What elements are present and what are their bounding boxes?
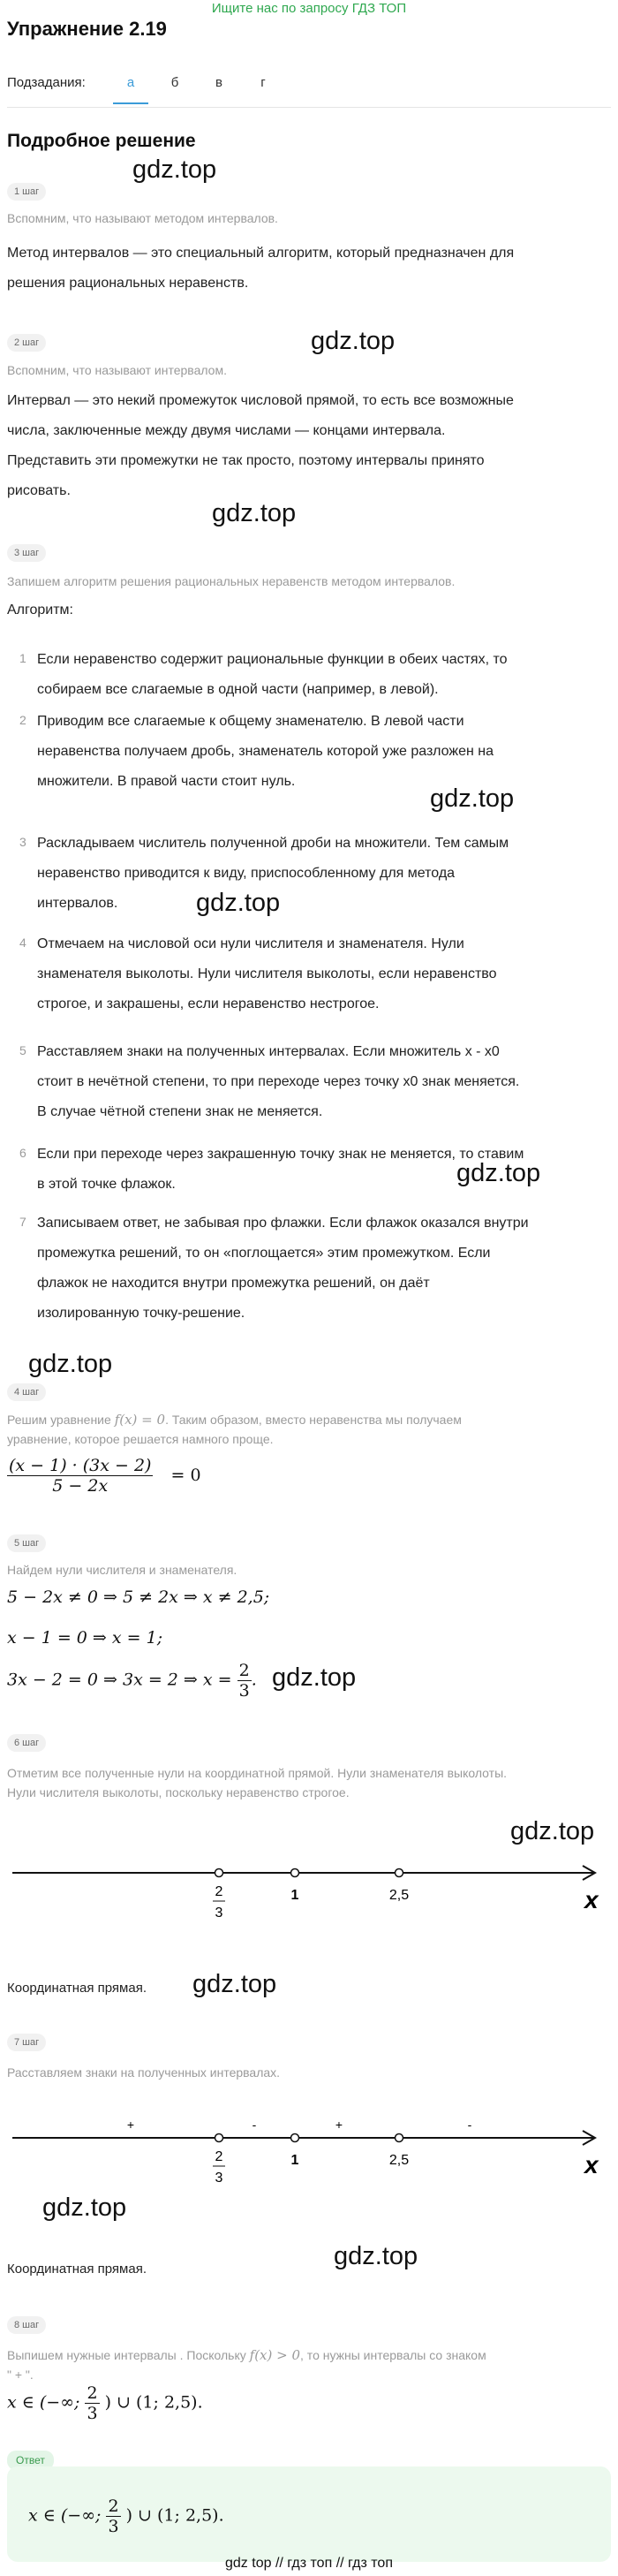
algo-item-line: Если при переходе через закрашенную точку знак не меняется, то ставим	[37, 1147, 524, 1162]
axis-label: x	[584, 2151, 599, 2178]
step-3-hint: Запишем алгоритм решения рациональных неравенств методом интервалов.	[7, 574, 456, 588]
algo-item-number: 4	[19, 936, 26, 950]
interval-sign: -	[467, 2118, 472, 2132]
fraction-two-thirds: $\frac{2}{3}$	[238, 1661, 250, 1701]
top-banner[interactable]: Ищите нас по запросу ГДЗ ТОП	[211, 1, 407, 16]
step-2-hint: Вспомним, что называют интервалом.	[7, 363, 227, 377]
algo-item-line: интервалов.	[37, 896, 118, 911]
point-one	[291, 1869, 299, 1877]
algo-item-line: флажок не находится внутри промежутка решений, он даёт	[37, 1276, 430, 1291]
point-two-thirds	[215, 2134, 223, 2142]
tick-label: 2,5	[388, 1888, 410, 1903]
step-2-text-line: числа, заключенные между двумя числами — концами интервала.	[7, 423, 446, 438]
step-2-text-line: Представить эти промежутки не так просто, поэтому интервалы принято	[7, 453, 485, 468]
active-tab-indicator	[113, 102, 148, 104]
algo-item-line: промежутка решений, то он «поглощается» этим промежутком. Если	[37, 1246, 491, 1261]
algo-item-line: множители. В правой части стоит нуль.	[37, 774, 296, 789]
algorithm-title: Алгоритм:	[7, 602, 73, 617]
point-two-thirds	[215, 1869, 223, 1877]
tick-label-num: 2	[215, 2149, 223, 2164]
algo-item-number: 3	[19, 835, 26, 849]
step-4-hint-cont: уравнение, которое решается намного проще.	[7, 1432, 274, 1446]
step-7-badge: 7 шаг	[7, 2034, 46, 2049]
watermark: gdz.top	[132, 155, 217, 184]
watermark: gdz.top	[311, 327, 396, 355]
footer-separator: //	[335, 2556, 344, 2571]
watermark: gdz.top	[272, 1663, 357, 1692]
step-6-hint: Нули числителя выколоты, поскольку неравенство строгое.	[7, 1785, 350, 1799]
step-2-badge: 2 шаг	[7, 334, 46, 350]
fraction-two-thirds: $\frac{2}{3}$	[108, 2496, 119, 2536]
exercise-title: Упражнение 2.19	[7, 18, 167, 40]
number-line-zeros	[0, 1846, 618, 1943]
interval-sign: +	[126, 2118, 135, 2132]
algo-item-line: строгое, и закрашены, если неравенство нестрогое.	[37, 996, 380, 1011]
tick-label-den: 3	[215, 2171, 223, 2186]
tick-label-den: 3	[215, 1905, 223, 1921]
zero-line-1: x − 1 = 0 ⇒ x = 1;	[7, 1628, 163, 1648]
fraction-two-thirds: $\frac{2}{3}$	[87, 2383, 98, 2423]
subtasks-label: Подзадания:	[7, 75, 86, 90]
algo-item-line: Расставляем знаки на полученных интервалах. Если множитель x - x0	[37, 1044, 500, 1059]
step-8-hint-cont: " + ".	[7, 2368, 34, 2382]
watermark: gdz.top	[192, 1970, 277, 1998]
watermark: gdz.top	[334, 2242, 418, 2270]
tick-label: 2,5	[388, 2153, 410, 2168]
footer-link[interactable]: гдз топ	[348, 2556, 393, 2571]
step-7-caption: Координатная прямая.	[7, 2262, 147, 2277]
algo-item-number: 1	[19, 651, 26, 665]
answer-badge: Ответ	[7, 2452, 54, 2468]
step-4-badge: 4 шаг	[7, 1383, 46, 1399]
footer-link[interactable]: гдз топ	[287, 2556, 333, 2571]
footer-links	[0, 2556, 618, 2572]
subtask-tabs	[7, 71, 611, 106]
interval-sign: -	[252, 2118, 257, 2132]
step-3-badge: 3 шаг	[7, 544, 46, 560]
step-2-text-line: рисовать.	[7, 483, 71, 498]
watermark: gdz.top	[430, 784, 515, 813]
tab-subtask-a[interactable]: а	[126, 75, 135, 90]
step-1-text-line: решения рациональных неравенств.	[7, 276, 249, 291]
tick-label: 1	[290, 2153, 299, 2168]
axis-label: x	[584, 1886, 599, 1913]
section-title: Подробное решение	[7, 131, 196, 151]
step-5-badge: 5 шаг	[7, 1534, 46, 1550]
footer-separator: //	[275, 2556, 283, 2571]
divider	[7, 107, 611, 108]
answer-expression: x ∈ (−∞; $\frac{2}{3}$ ) ∪ (1; 2,5).	[28, 2496, 224, 2536]
algo-item-number: 7	[19, 1215, 26, 1229]
algo-item-line: стоит в нечётной степени, то при переходе через точку x0 знак меняется.	[37, 1074, 520, 1089]
tab-subtask-v[interactable]: в	[215, 75, 222, 90]
tick-label-num: 2	[215, 1884, 223, 1899]
algo-item-line: Раскладываем числитель полученной дроби на множители. Тем самым	[37, 836, 509, 851]
zero-line-2: 3x − 2 = 0 ⇒ 3x = 2 ⇒ x = $\frac{2}{3}$ .	[7, 1661, 257, 1701]
tab-subtask-b[interactable]: б	[170, 75, 179, 90]
step-7-hint: Расставляем знаки на полученных интервалах.	[7, 2065, 281, 2080]
step-4-hint: Решим уравнение f(x) = 0. Таким образом, вместо неравенства мы получаем	[7, 1412, 462, 1428]
tab-subtask-g[interactable]: г	[260, 75, 266, 90]
algo-item-number: 6	[19, 1146, 26, 1160]
algo-item-number: 2	[19, 713, 26, 727]
algo-item-line: Отмечаем на числовой оси нули числителя и знаменателя. Нули	[37, 936, 464, 951]
algo-item-line: изолированную точку-решение.	[37, 1306, 245, 1321]
step-8-badge: 8 шаг	[7, 2316, 46, 2332]
step-6-caption: Координатная прямая.	[7, 1981, 147, 1996]
watermark: gdz.top	[42, 2193, 127, 2222]
algo-item-line: неравенство приводится к виду, приспособленному для метода	[37, 866, 456, 881]
step-2-text-line: Интервал — это некий промежуток числовой прямой, то есть все возможные	[7, 393, 514, 408]
equation-fraction: $\frac{(x - 1) \cdot (3x - 2)}{5 - 2x}$	[9, 1456, 152, 1496]
algo-item-line: собираем все слагаемые в одной части (например, в левой).	[37, 682, 439, 697]
step-1-badge: 1 шаг	[7, 183, 46, 199]
step-5-hint: Найдем нули числителя и знаменателя.	[7, 1563, 237, 1577]
footer-link[interactable]: gdz top	[225, 2556, 272, 2571]
point-one	[291, 2134, 299, 2142]
equation: $\frac{(x - 1) \cdot (3x - 2)}{5 - 2x}$ = 0	[9, 1456, 201, 1496]
watermark: gdz.top	[212, 499, 297, 527]
algo-item-line: неравенства получаем дробь, знаменатель которой уже разложен на	[37, 744, 494, 759]
step-6-badge: 6 шаг	[7, 1734, 46, 1750]
algo-item-number: 5	[19, 1043, 26, 1057]
step-1-text-line: Метод интервалов — это специальный алгоритм, который предназначен для	[7, 246, 515, 261]
watermark: gdz.top	[456, 1159, 541, 1187]
interval-sign: +	[335, 2118, 343, 2132]
point-two-five	[396, 1869, 403, 1877]
algo-item-line: в этой точке флажок.	[37, 1177, 176, 1192]
zero-line-denominator: 5 − 2x ≠ 0 ⇒ 5 ≠ 2x ⇒ x ≠ 2,5;	[7, 1587, 270, 1607]
algo-item-line: В случае чётной степени знак не меняется.	[37, 1104, 323, 1119]
step-8-hint: Выпишем нужные интервалы . Поскольку f(x) > 0, то нужны интервалы со знаком	[7, 2347, 486, 2363]
algo-item-line: знаменателя выколоты. Нули числителя выколоты, если неравенство	[37, 966, 497, 981]
watermark: gdz.top	[28, 1350, 113, 1378]
point-two-five	[396, 2134, 403, 2142]
step-1-hint: Вспомним, что называют методом интервалов.	[7, 211, 278, 225]
algo-item-line: Если неравенство содержит рациональные функции в обеих частях, то	[37, 652, 508, 667]
tick-label: 1	[290, 1888, 299, 1903]
step-8-result: x ∈ (−∞; $\frac{2}{3}$ ) ∪ (1; 2,5).	[7, 2383, 203, 2423]
algo-item-line: Записываем ответ, не забывая про флажки. Если флажок оказался внутри	[37, 1216, 529, 1231]
step-6-hint: Отметим все полученные нули на координатной прямой. Нули знаменателя выколоты.	[7, 1766, 508, 1780]
algo-item-line: Приводим все слагаемые к общему знаменателю. В левой части	[37, 714, 464, 729]
watermark: gdz.top	[510, 1817, 595, 1845]
watermark: gdz.top	[196, 889, 281, 917]
